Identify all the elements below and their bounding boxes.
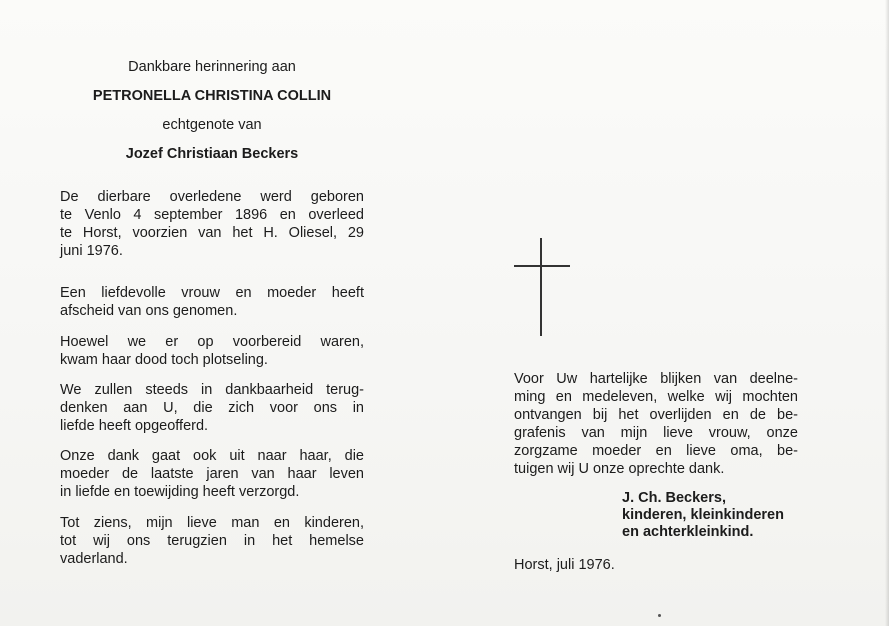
text-line: Onze dank gaat ook uit naar haar, die — [60, 448, 364, 464]
text-line: tuigen wij U onze oprechte dank. — [514, 461, 725, 477]
text-line: ming en medeleven, welke wij mochten — [514, 389, 798, 405]
cross-icon — [540, 238, 542, 336]
text-line: ontvangen bij het overlijden en de be- — [514, 407, 798, 423]
text-line: Een liefdevolle vrouw en moeder heeft — [60, 285, 364, 301]
paragraph-sudden — [60, 333, 364, 369]
text-line: te Horst, voorzien van het H. Oliesel, 29 — [60, 225, 364, 241]
signature-line: kinderen, kleinkinderen — [622, 507, 784, 523]
text-line: De dierbare overledene werd geboren — [60, 189, 364, 205]
text-line: juni 1976. — [60, 243, 123, 259]
cross-icon-bar — [514, 265, 570, 267]
paragraph-thanks — [514, 370, 798, 478]
paragraph-gratitude — [60, 381, 364, 435]
left-page — [60, 58, 364, 568]
text-line: te Venlo 4 september 1896 en overleed — [60, 207, 364, 223]
text-line: moeder de laatste jaren van haar leven — [60, 466, 364, 482]
paragraph-care — [60, 447, 364, 501]
paragraph-farewell — [60, 284, 364, 320]
relation-line: echtgenote van — [162, 117, 262, 133]
text-line: grafenis van mijn lieve vrouw, onze — [514, 425, 798, 441]
intro-line: Dankbare herinnering aan — [128, 59, 296, 75]
text-line: in liefde en toewijding heeft verzorgd. — [60, 484, 300, 500]
place-date: Horst, juli 1976. — [514, 557, 615, 573]
spouse-name: Jozef Christiaan Beckers — [125, 146, 299, 162]
text-line: vaderland. — [60, 551, 128, 567]
deceased-name: PETRONELLA CHRISTINA COLLIN — [92, 88, 332, 104]
text-line: tot wij ons terugzien in het hemelse — [60, 533, 364, 549]
paragraph-goodbye — [60, 514, 364, 568]
signature-line: J. Ch. Beckers, — [622, 490, 726, 506]
text-line: Voor Uw hartelijke blijken van deelne- — [514, 371, 798, 387]
text-line: kwam haar dood toch plotseling. — [60, 352, 268, 368]
text-line: liefde heeft opgeofferd. — [60, 418, 209, 434]
text-line: We zullen steeds in dankbaarheid terug- — [60, 382, 364, 398]
signature-line: en achterkleinkind. — [622, 524, 754, 540]
paragraph-birth-death — [60, 188, 364, 260]
signature-block — [622, 490, 798, 541]
text-line: zorgzame moeder en lieve oma, be- — [514, 443, 798, 459]
text-line: Hoewel we er op voorbereid waren, — [60, 334, 364, 350]
paper-speck — [658, 614, 661, 617]
text-line: Tot ziens, mijn lieve man en kinderen, — [60, 515, 364, 531]
text-line: denken aan U, die zich voor ons in — [60, 400, 364, 416]
right-page — [514, 370, 798, 574]
text-line: afscheid van ons genomen. — [60, 303, 238, 319]
paper-edge — [885, 0, 889, 626]
